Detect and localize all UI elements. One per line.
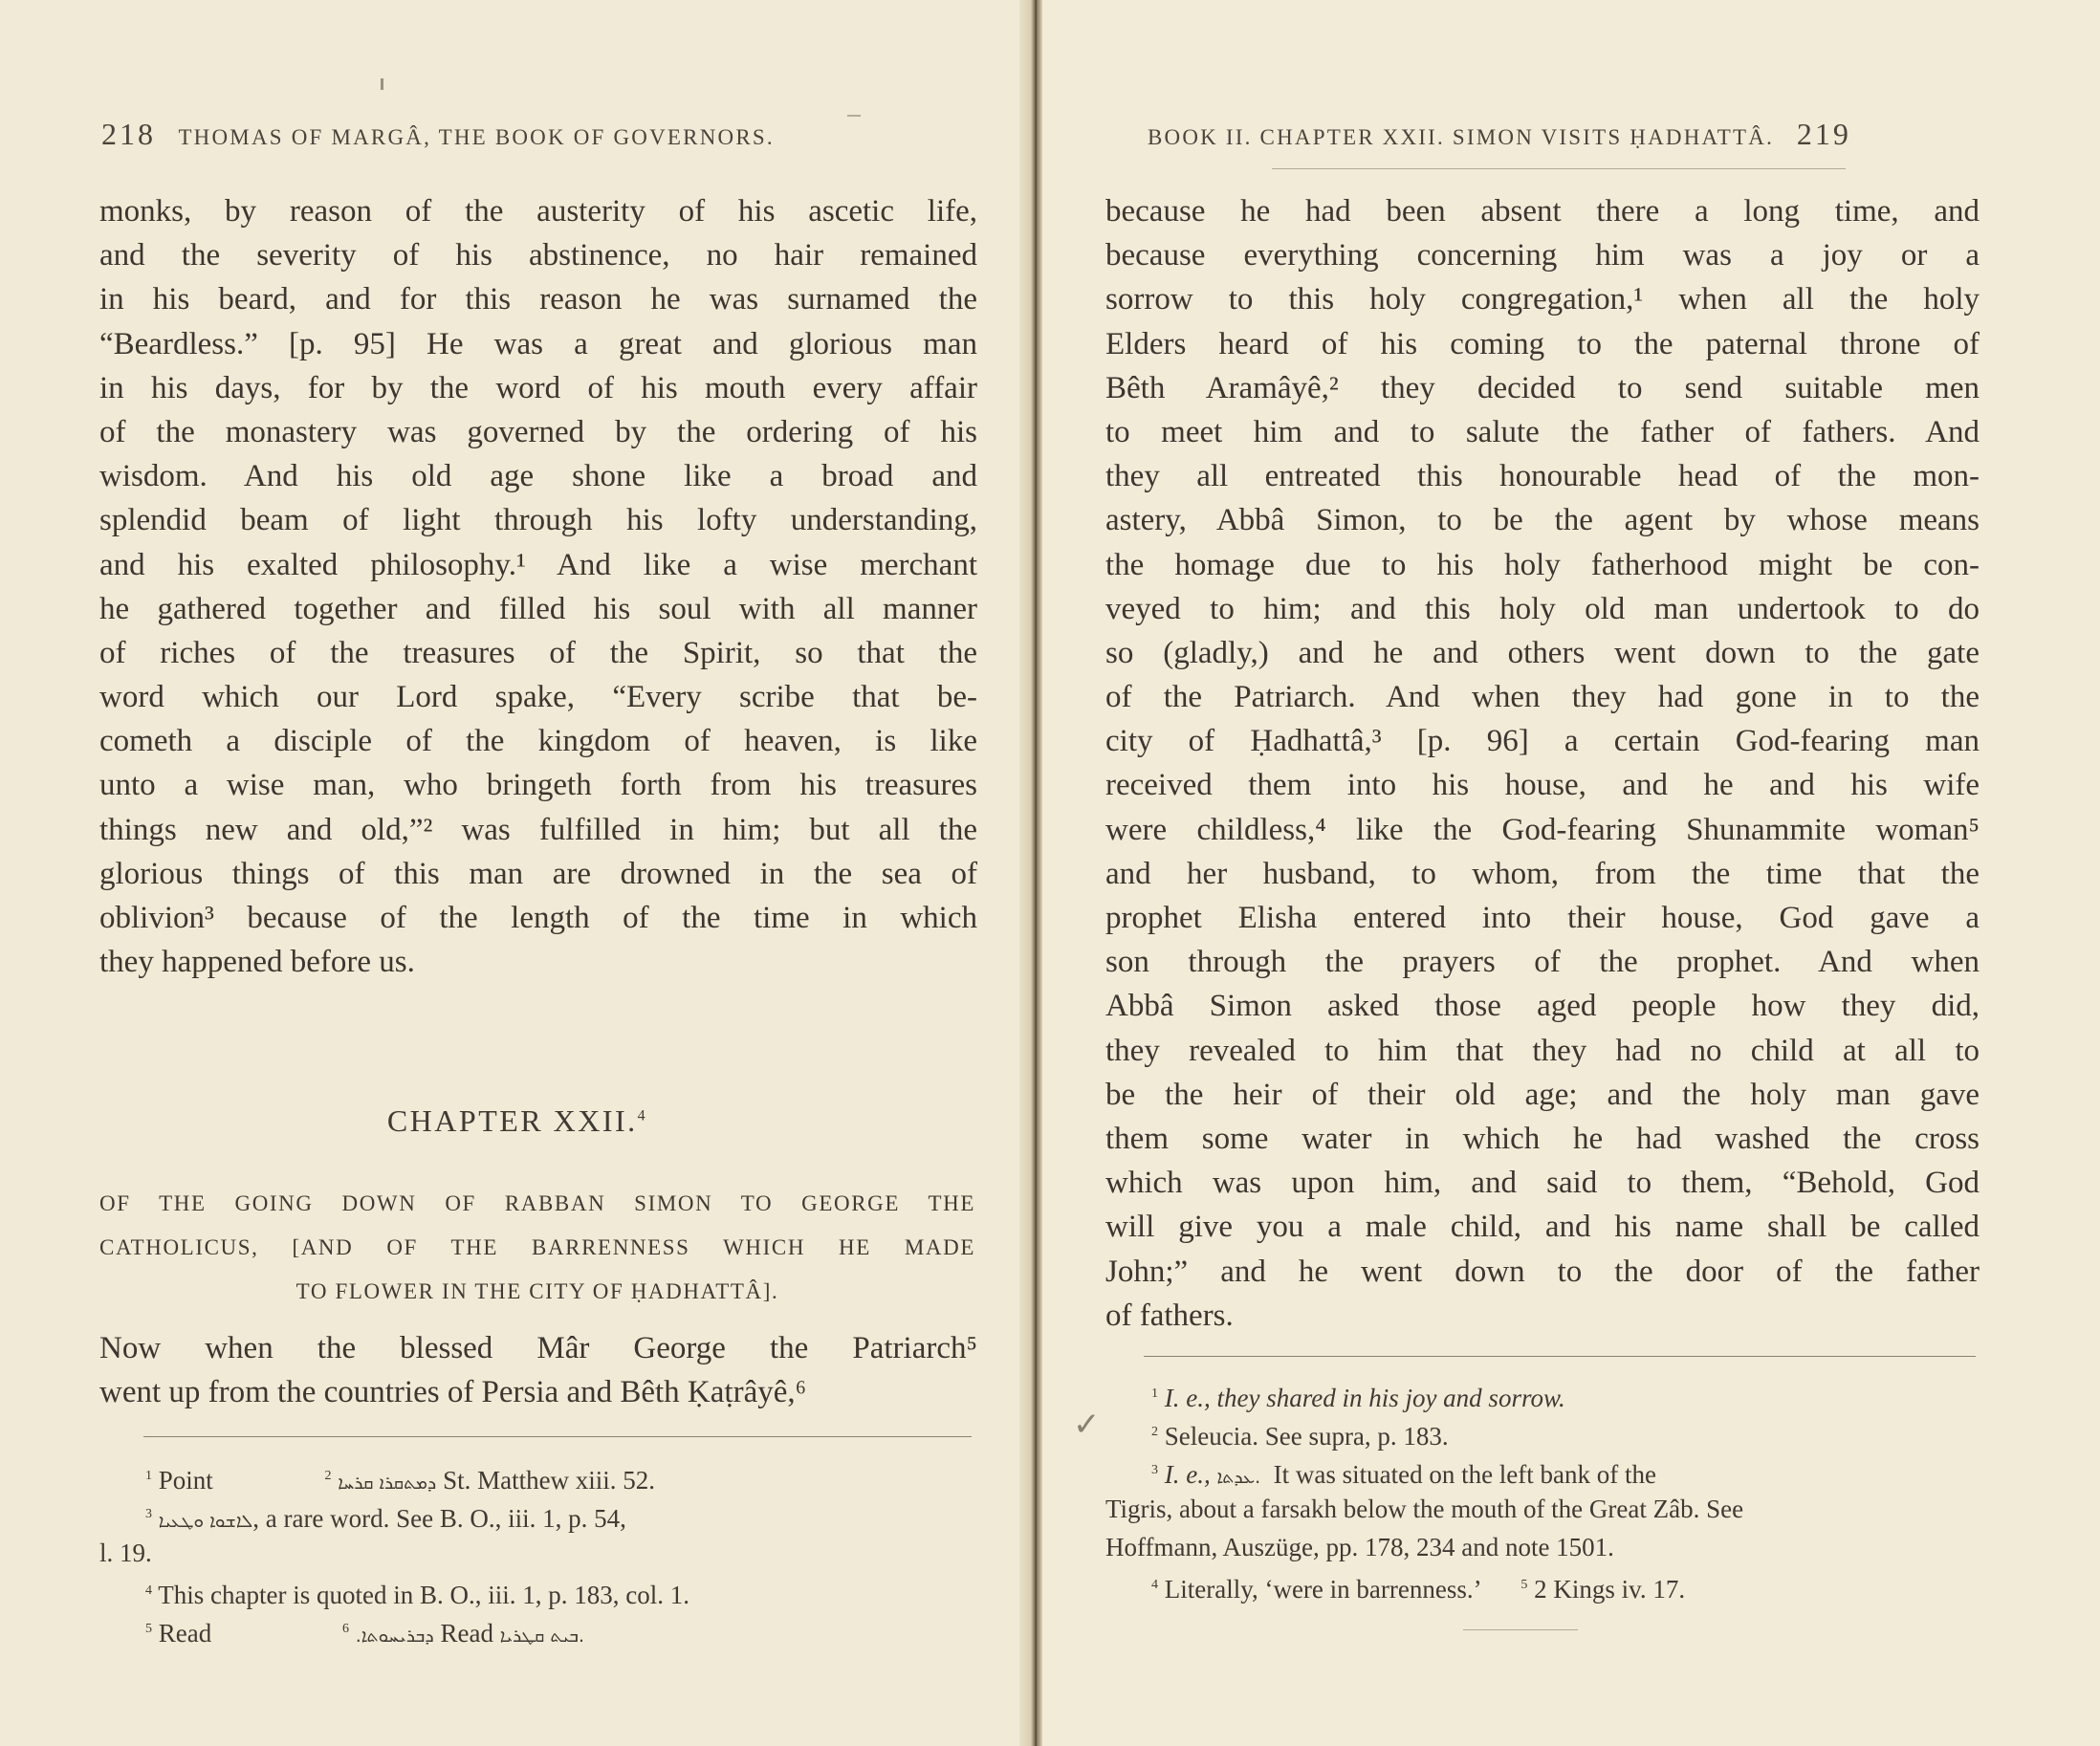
text-line: in his days, for by the word of his mouth every affair bbox=[99, 370, 977, 405]
text-line: and her husband, to whom, from the time that the bbox=[1105, 856, 1980, 891]
chapter-subtitle bbox=[99, 1182, 975, 1314]
text-line: received them into his house, and he and his wife bbox=[1105, 768, 1980, 803]
text-line: in his beard, and for this reason he was surnamed the bbox=[99, 282, 977, 317]
text-line: John;” and he went down to the door of the father bbox=[1105, 1254, 1980, 1289]
footnote: $^5$ Read ܕܒܪܝܚܘܬܐ. $^6$ Read ܒܝܬ ܩܛܪܝܐ. bbox=[145, 1619, 585, 1648]
header-rule bbox=[1272, 168, 1846, 169]
footnote-ref: 4 bbox=[637, 1107, 648, 1124]
text-line: were childless,⁴ like the God-fearing Shunammite woman⁵ bbox=[1105, 812, 1980, 847]
text-line: Bêth Aramâyê,² they decided to send suitable men bbox=[1105, 370, 1980, 405]
chapter-opening-text bbox=[99, 1326, 977, 1414]
text-line: unto a wise man, who bringeth forth from his treasures bbox=[99, 768, 977, 803]
text-line: of riches of the treasures of the Spirit, so that the bbox=[99, 635, 977, 670]
text-line: of the monastery was governed by the ordering of his bbox=[99, 414, 977, 449]
text-line: glorious things of this man are drowned in the sea of bbox=[99, 856, 977, 891]
text-line: son through the prayers of the prophet. And when bbox=[1105, 945, 1980, 980]
text-line: he gathered together and filled his soul with all manner bbox=[99, 591, 977, 626]
end-rule bbox=[1463, 1629, 1578, 1630]
page-number: 218 bbox=[101, 117, 156, 151]
text-line: of the Patriarch. And when they had gone in to the bbox=[1105, 680, 1980, 715]
text-line: Elders heard of his coming to the paternal throne of bbox=[1105, 326, 1980, 361]
text-line: will give you a male child, and his name shall be called bbox=[1105, 1210, 1980, 1245]
text-line: the homage due to his holy fatherhood might be con- bbox=[1105, 547, 1980, 582]
body-text-right bbox=[1105, 189, 1980, 1338]
footnote: Tigris, about a farsakh below the mouth of the Great Zâb. See bbox=[1105, 1495, 1744, 1523]
footnote: $^3$ I. e., ܥܕܬܐ. It was situated on the left bank of the bbox=[1151, 1460, 1656, 1489]
text-line: prophet Elisha entered into their house, God gave a bbox=[1105, 901, 1980, 935]
running-title: BOOK II. CHAPTER XXII. SIMON VISITS ḤADHATTÂ. bbox=[1148, 125, 1775, 149]
page-number: 219 bbox=[1796, 117, 1851, 151]
footnote: $^4$ Literally, ‘were in barrenness.’ $^5$ 2 Kings iv. 17. bbox=[1151, 1575, 1686, 1604]
footnote-rule bbox=[143, 1436, 972, 1437]
text-line: so (gladly,) and he and others went down to the gate bbox=[1105, 635, 1980, 670]
footnote: l. 19. bbox=[99, 1539, 152, 1567]
ink-speck bbox=[381, 78, 383, 90]
footnotes-left bbox=[99, 1457, 977, 1648]
text-line: to meet him and to salute the father of fathers. And bbox=[1105, 414, 1980, 449]
footnotes-right bbox=[1105, 1375, 1980, 1604]
text-line: astery, Abbâ Simon, to be the agent by whose means bbox=[1105, 503, 1980, 538]
chapter-title-text: CHAPTER XXII. bbox=[386, 1103, 638, 1138]
footnote: Hoffmann, Auszüge, pp. 178, 234 and note 1501. bbox=[1105, 1533, 1614, 1561]
text-line: oblivion³ because of the length of the time in which bbox=[99, 901, 977, 935]
text-line: because everything concerning him was a joy or a bbox=[1105, 238, 1980, 273]
text-line: city of Ḥadhattâ,³ [p. 96] a certain God-fearing man bbox=[1105, 724, 1980, 759]
footnote: $^1$ Point ܕܡܬܩܪܐ ܩܪܚܐ $^2$ St. Matthew xiii. 52. bbox=[145, 1466, 656, 1495]
footnote: $^3$ ܠܐܫܘܐ ܘܛܥܝܐ, a rare word. See B. O., iii. 1, p. 54, bbox=[145, 1504, 626, 1533]
text-line: of fathers. bbox=[1105, 1298, 1234, 1333]
text-line: veyed to him; and this holy old man undertook to do bbox=[1105, 591, 1980, 626]
chapter-title bbox=[0, 1103, 1035, 1139]
text-line: word which our Lord spake, “Every scribe that be- bbox=[99, 680, 977, 715]
text-line: which was upon him, and said to them, “Behold, God bbox=[1105, 1166, 1980, 1201]
text-line: and his exalted philosophy.¹ And like a wise merchant bbox=[99, 547, 977, 582]
text-line: CATHOLICUS, [AND OF THE BARRENNESS WHICH HE MADE bbox=[99, 1235, 975, 1259]
text-line: monks, by reason of the austerity of his ascetic life, bbox=[99, 194, 977, 229]
text-line: be the heir of their old age; and the holy man gave bbox=[1105, 1077, 1980, 1112]
footnote: $^1$ I. e., they shared in his joy and sorrow. bbox=[1151, 1384, 1565, 1412]
text-line: Abbâ Simon asked those aged people how they did, bbox=[1105, 989, 1980, 1024]
footnote-rule bbox=[1144, 1356, 1976, 1357]
text-line: and the severity of his abstinence, no hair remained bbox=[99, 238, 977, 273]
text-line: “Beardless.” [p. 95] He was a great and glorious man bbox=[99, 326, 977, 361]
text-line: things new and old,”² was fulfilled in him; but all the bbox=[99, 812, 977, 847]
left-page bbox=[0, 0, 1035, 1746]
text-line: they revealed to him that they had no child at all to bbox=[1105, 1033, 1980, 1068]
running-head-right bbox=[1148, 117, 1851, 152]
ink-speck bbox=[847, 115, 861, 117]
text-line: OF THE GOING DOWN OF RABBAN SIMON TO GEORGE THE bbox=[99, 1191, 975, 1215]
text-line: Now when the blessed Mâr George the Patriarch⁵ bbox=[99, 1331, 977, 1365]
right-page bbox=[1042, 0, 2100, 1746]
check-mark-icon: ✓ bbox=[1073, 1406, 1101, 1444]
text-line: they happened before us. bbox=[99, 945, 415, 980]
text-line: went up from the countries of Persia and Bêth Ḳaṭrâyê,⁶ bbox=[99, 1375, 807, 1410]
footnote: $^2$ Seleucia. See supra, p. 183. bbox=[1151, 1422, 1449, 1451]
running-head-left bbox=[101, 117, 775, 152]
text-line: them some water in which he had washed the cross bbox=[1105, 1121, 1980, 1156]
text-line: TO FLOWER IN THE CITY OF ḤADHATTÂ]. bbox=[295, 1279, 779, 1303]
body-text-left bbox=[99, 189, 977, 984]
running-title: THOMAS OF MARGÂ, THE BOOK OF GOVERNORS. bbox=[178, 125, 775, 149]
text-line: cometh a disciple of the kingdom of heaven, is like bbox=[99, 724, 977, 759]
text-line: splendid beam of light through his lofty understanding, bbox=[99, 503, 977, 538]
text-line: wisdom. And his old age shone like a broad and bbox=[99, 459, 977, 494]
text-line: because he had been absent there a long time, and bbox=[1105, 194, 1980, 229]
text-line: they all entreated this honourable head of the mon- bbox=[1105, 459, 1980, 494]
footnote: $^4$ This chapter is quoted in B. O., iii. 1, p. 183, col. 1. bbox=[145, 1581, 689, 1609]
text-line: sorrow to this holy congregation,¹ when all the holy bbox=[1105, 282, 1980, 317]
